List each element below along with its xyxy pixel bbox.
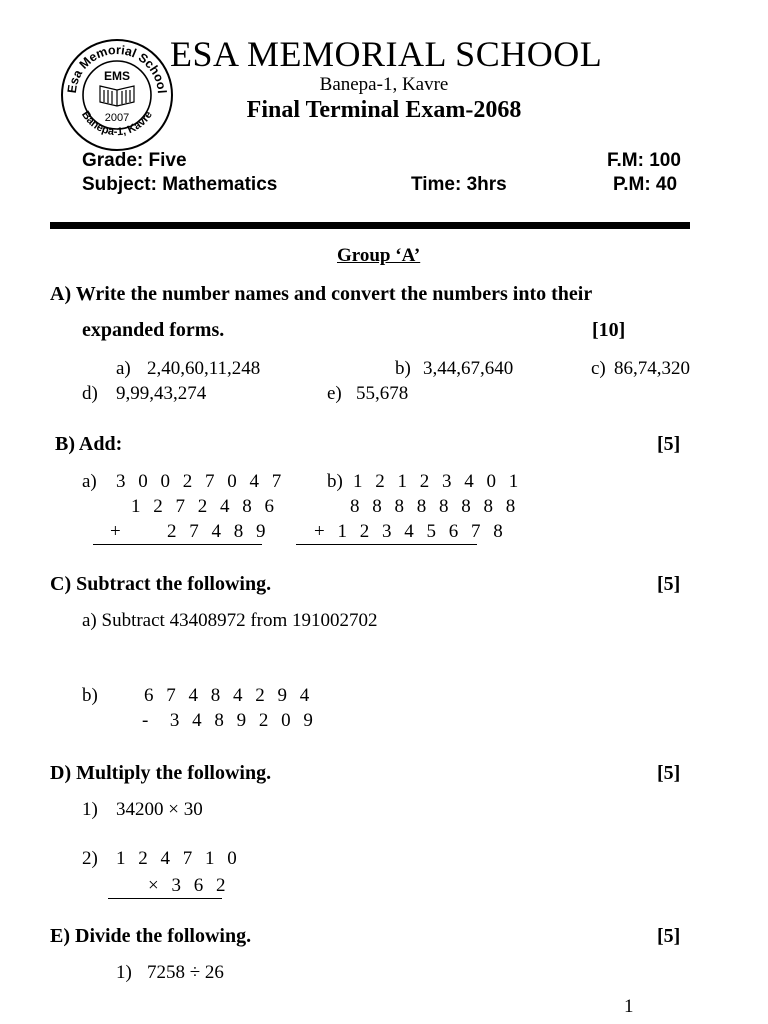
subject-label: Subject: Mathematics	[82, 174, 278, 195]
addition-a-plus: +	[110, 521, 121, 542]
page-number: 1	[624, 996, 634, 1017]
time-label: Time: 3hrs	[411, 174, 507, 195]
addition-a-underline	[93, 544, 262, 545]
section-b-title: B) Add:	[55, 433, 123, 455]
section-a-title-line1: A) Write the number names and convert the numbers into their	[50, 283, 593, 305]
svg-text:Esa Memorial School: Esa Memorial School	[64, 42, 169, 95]
subtraction-a: a) Subtract 43408972 from 191002702	[82, 610, 378, 631]
subtraction-b-row2: - 3 4 8 9 2 0 9	[142, 710, 317, 731]
pass-marks-label: P.M: 40	[613, 174, 678, 195]
svg-text:Banepa-1, Kavre: Banepa-1, Kavre	[79, 109, 155, 139]
section-a-item-label: a)	[116, 358, 131, 379]
multiply-2-row2: × 3 6 2	[148, 875, 230, 896]
header-divider	[50, 222, 690, 229]
section-d-marks: [5]	[657, 762, 681, 784]
addition-a-row3: 2 7 4 8 9	[167, 521, 270, 542]
subtraction-b-label: b)	[82, 685, 98, 706]
section-b-marks: [5]	[657, 433, 681, 455]
addition-b-row3: + 1 2 3 4 5 6 7 8	[314, 521, 507, 542]
section-a-title-line2: expanded forms.	[82, 319, 225, 341]
addition-b-row1: 1 2 1 2 3 4 0 1	[353, 471, 523, 492]
addition-b-label: b)	[327, 471, 343, 492]
addition-b-row2: 8 8 8 8 8 8 8 8	[350, 496, 520, 517]
school-address: Banepa-1, Kavre	[319, 74, 449, 95]
multiply-2-row1: 1 2 4 7 1 0	[116, 848, 241, 869]
multiply-2-underline	[108, 898, 222, 899]
group-title: Group ‘A’	[337, 245, 421, 266]
section-a-item-value: 3,44,67,640	[423, 358, 514, 379]
section-a-marks: [10]	[592, 319, 626, 341]
section-d-title: D) Multiply the following.	[50, 762, 272, 784]
multiply-2-label: 2)	[82, 848, 98, 869]
svg-text:2007: 2007	[104, 112, 130, 124]
school-name: ESA MEMORIAL SCHOOL	[170, 34, 603, 74]
section-a-item-value: 86,74,320	[614, 358, 690, 379]
addition-a-row1: 3 0 0 2 7 0 4 7	[116, 471, 286, 492]
multiply-1-label: 1)	[82, 799, 98, 820]
section-e-marks: [5]	[657, 925, 681, 947]
divide-1-label: 1)	[116, 962, 132, 983]
full-marks-label: F.M: 100	[607, 150, 681, 171]
section-e-title: E) Divide the following.	[50, 925, 252, 947]
addition-b-underline	[296, 544, 477, 545]
subtraction-b-row1: 6 7 4 8 4 2 9 4	[144, 685, 314, 706]
exam-title: Final Terminal Exam-2068	[246, 97, 522, 123]
section-a-item-label: b)	[395, 358, 411, 379]
multiply-1-expression: 34200 × 30	[116, 799, 203, 820]
grade-label: Grade: Five	[82, 150, 187, 171]
addition-a-row2: 1 2 7 2 4 8 6	[131, 496, 278, 517]
section-a-item-label: e)	[327, 383, 342, 404]
section-c-title: C) Subtract the following.	[50, 573, 272, 595]
section-a-item-value: 2,40,60,11,248	[147, 358, 261, 379]
section-a-item-value: 9,99,43,274	[116, 383, 207, 404]
svg-text:EMS: EMS	[103, 69, 131, 83]
section-a-item-label: c)	[591, 358, 606, 379]
section-a-item-value: 55,678	[356, 383, 409, 404]
section-c-marks: [5]	[657, 573, 681, 595]
section-a-item-label: d)	[82, 383, 98, 404]
addition-a-label: a)	[82, 471, 97, 492]
divide-1-expression: 7258 ÷ 26	[147, 962, 224, 983]
